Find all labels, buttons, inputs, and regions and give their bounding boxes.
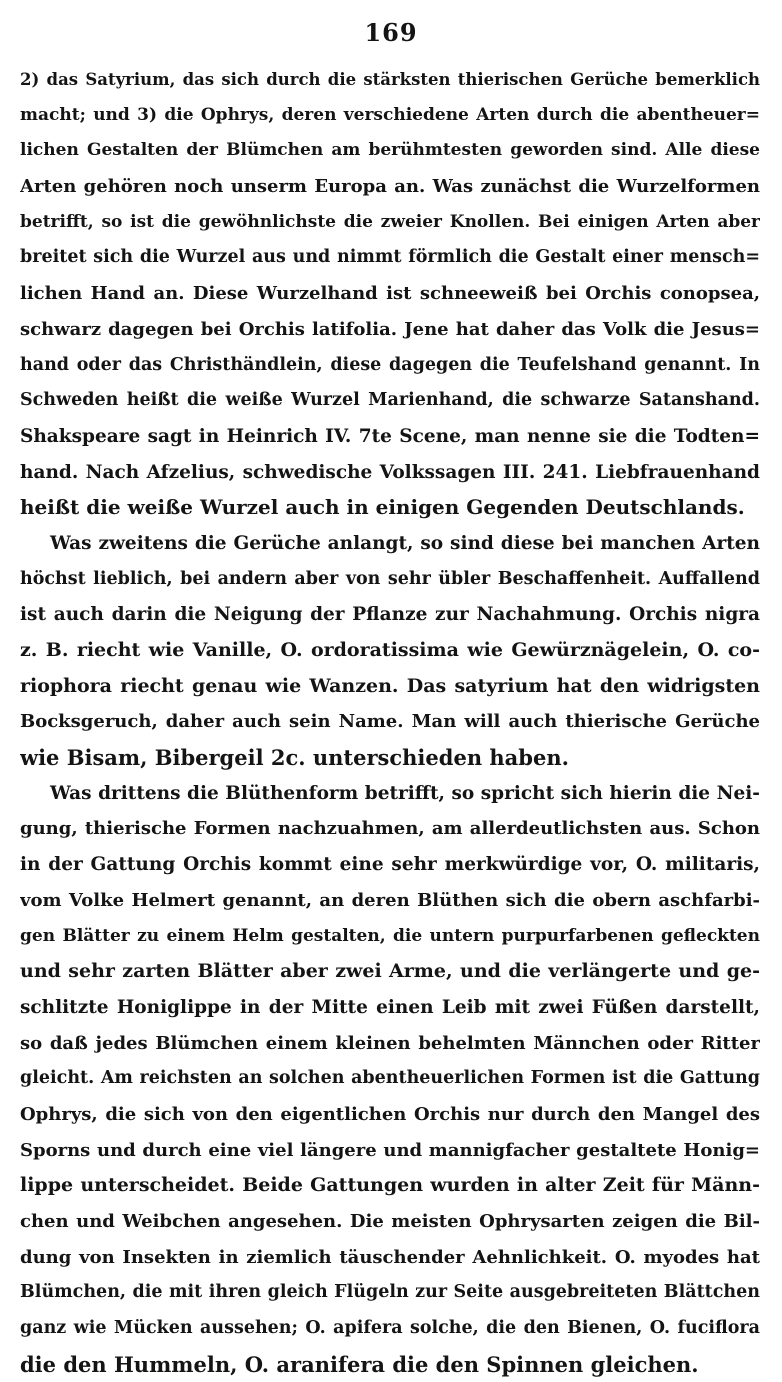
text-line: Sporns und durch eine viel längere und mannigfacher gestaltete Honig= <box>20 1139 760 1161</box>
text-line: in der Gattung Orchis kommt eine sehr merkwürdige vor, O. militaris, <box>20 854 760 876</box>
text-line: Blümchen, die mit ihren gleich Flügeln zur Seite ausgebreiteten Blättchen <box>20 1282 760 1303</box>
text-line: z. B. riecht wie Vanille, O. ordoratissima wie Gewürznägelein, O. co- <box>20 639 760 661</box>
text-line: die den Hummeln, O. aranifera die den Spinnen gleichen. <box>20 1351 699 1377</box>
text-line: hand oder das Christhändlein, diese dagegen die Teufelshand genannt. In <box>20 354 760 375</box>
text-line: Was drittens die Blüthenform betrifft, so spricht sich hierin die Nei- <box>50 782 760 804</box>
text-line: schwarz dagegen bei Orchis latifolia. Jene hat daher das Volk die Jesus= <box>20 318 760 340</box>
text-line: dung von Insekten in ziemlich täuschender Aehnlichkeit. O. myodes hat <box>20 1246 760 1268</box>
text-line: Bocksgeruch, daher auch sein Name. Man will auch thierische Gerüche <box>20 711 760 733</box>
text-line: und sehr zarten Blätter aber zwei Arme, und die verlängerte und ge- <box>20 960 760 983</box>
text-line: gen Blätter zu einem Helm gestalten, die untern purpurfarbenen gefleckten <box>20 925 760 946</box>
text-line: so daß jedes Blümchen einem kleinen behelmten Männchen oder Ritter <box>20 1032 760 1054</box>
text-line: Shakspeare sagt in Heinrich IV. 7te Scene, man nenne sie die Todten= <box>20 425 760 447</box>
text-line: vom Volke Helmert genannt, an deren Blüthen sich die obern aschfarbi- <box>20 889 760 911</box>
text-line: hand. Nach Afzelius, schwedische Volkssagen III. 241. Liebfrauenhand <box>20 461 760 483</box>
text-line: höchst lieblich, bei andern aber von sehr übler Beschaffenheit. Auffallend <box>20 568 760 589</box>
text-line: 2) das Satyrium, das sich durch die stärksten thierischen Gerüche bemerklich <box>20 70 760 89</box>
text-line: ist auch darin die Neigung der Pflanze zur Nachahmung. Orchis nigra <box>20 604 760 626</box>
text-line: gung, thierische Formen nachzuahmen, am allerdeutlichsten aus. Schon <box>20 818 760 840</box>
text-line: Ophrys, die sich von den eigentlichen Orchis nur durch den Mangel des <box>20 1103 760 1125</box>
text-line: Arten gehören noch unserm Europa an. Was zunächst die Wurzelformen <box>20 176 760 198</box>
text-line: chen und Weibchen angesehen. Die meisten Ophrysarten zeigen die Bil- <box>20 1211 760 1232</box>
text-line: lichen Hand an. Diese Wurzelhand ist schneeweiß bei Orchis conopsea, <box>20 283 760 305</box>
text-line: lippe unterscheidet. Beide Gattungen wurden in alter Zeit für Männ- <box>20 1174 760 1197</box>
text-line: Schweden heißt die weiße Wurzel Marienhand, die schwarze Satanshand. <box>20 390 760 411</box>
text-line: macht; und 3) die Ophrys, deren verschiedene Arten durch die abentheuer= <box>20 104 760 125</box>
page-number: 169 <box>364 18 418 47</box>
text-line: betrifft, so ist die gewöhnlichste die zweier Knollen. Bei einigen Arten aber <box>20 211 760 232</box>
text-line: riophora riecht genau wie Wanzen. Das satyrium hat den widrigsten <box>20 674 760 697</box>
text-line: wie Bisam, Bibergeil 2c. unterschieden haben. <box>20 745 569 771</box>
text-line: Was zweitens die Gerüche anlangt, so sind diese bei manchen Arten <box>50 532 760 554</box>
text-line: breitet sich die Wurzel aus und nimmt förmlich die Gestalt einer mensch= <box>20 247 760 268</box>
text-line: schlitzte Honiglippe in der Mitte einen Leib mit zwei Füßen darstellt, <box>20 996 760 1018</box>
text-line: heißt die weiße Wurzel auch in einigen Gegenden Deutschlands. <box>20 495 745 520</box>
text-line: gleicht. Am reichsten an solchen abentheuerlichen Formen ist die Gattung <box>20 1068 760 1089</box>
text-line: ganz wie Mücken aussehen; O. apifera solche, die den Bienen, O. fuciflora <box>20 1318 760 1339</box>
text-line: lichen Gestalten der Blümchen am berühmtesten geworden sind. Alle diese <box>20 140 760 161</box>
body-text <box>20 62 760 1382</box>
